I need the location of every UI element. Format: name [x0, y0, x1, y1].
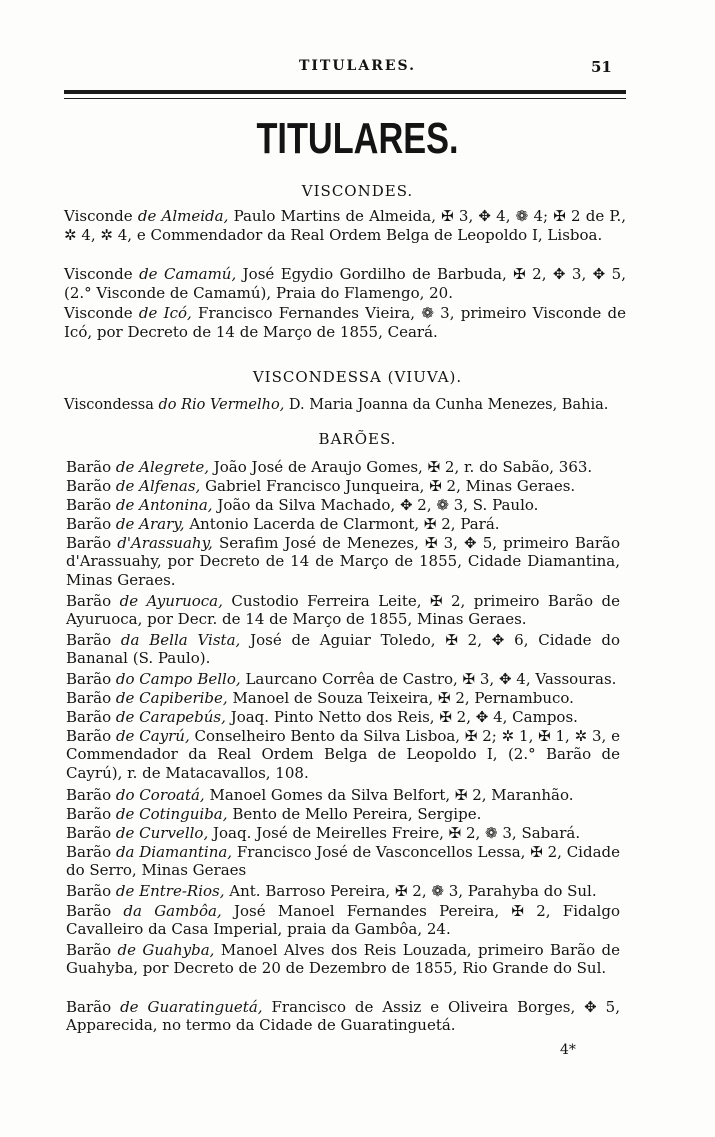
entry-text: Paulo Martins de Almeida, ✠ 3, ✥ 4, ❁ 4; ✠ 2 de P., ✲ 4, ✲ 4, e Commendador da Real Ordem Belga de Leopoldo I, Lisboa.	[64, 207, 626, 244]
entry-title: de Entre-Rios,	[115, 882, 225, 900]
entry-title: de Almeida,	[137, 207, 229, 225]
entry-rank: Barão	[66, 534, 112, 552]
entry-rank: Barão	[66, 941, 112, 959]
entry-title: de Alegrete,	[115, 458, 209, 476]
entry-rank: Barão	[66, 786, 112, 804]
entry-text: Manoel Alves dos Reis Louzada, primeiro Barão de Guahyba, por Decreto de 20 de Dezembro de 1855, Rio Grande do Sul.	[66, 941, 620, 978]
entry-text: José Manoel Fernandes Pereira, ✠ 2, Fidalgo Cavalleiro da Casa Imperial, praia da Gambôa, 24.	[66, 902, 620, 939]
entry-text: João da Silva Machado, ✥ 2, ❁ 3, S. Paulo.	[217, 496, 539, 514]
page-number: 51	[591, 58, 612, 76]
entry-rank: Visconde	[64, 265, 133, 283]
entry-barao-antonina	[66, 496, 620, 514]
entry-barao-cayru	[66, 727, 620, 782]
entry-viscondessa-rio-vermelho	[64, 396, 626, 415]
entry-barao-coroata	[66, 786, 620, 804]
entry-barao-alfenas	[66, 477, 620, 495]
entry-barao-diamantina	[66, 843, 620, 880]
entry-title: de Guaratinguetá,	[120, 998, 263, 1016]
entry-barao-cotinguiba	[66, 805, 620, 823]
entry-title: da Diamantina,	[115, 843, 233, 861]
entry-text: Bento de Mello Pereira, Sergipe.	[232, 805, 482, 823]
entry-rank: Barão	[66, 882, 112, 900]
page-title: TITULARES.	[256, 114, 459, 163]
entry-text: Gabriel Francisco Junqueira, ✠ 2, Minas Geraes.	[205, 477, 576, 495]
entry-title: de Cayrú,	[115, 727, 190, 745]
entry-rank: Barão	[66, 515, 112, 533]
entry-rank: Barão	[66, 496, 112, 514]
entry-barao-carapebus	[66, 708, 620, 726]
entry-text: José Egydio Gordilho de Barbuda, ✠ 2, ✥ 3, ✥ 5, (2.° Visconde de Camamú), Praia do Flamengo, 20.	[64, 265, 626, 302]
entry-text: Custodio Ferreira Leite, ✠ 2, primeiro Barão de Ayuruoca, por Decr. de 14 de Março de 1855, Minas Geraes.	[66, 592, 620, 629]
entry-rank: Viscondessa	[64, 397, 154, 413]
entry-title: de Carapebús,	[115, 708, 226, 726]
entry-rank: Barão	[66, 670, 112, 688]
entry-barao-entre-rios	[66, 882, 620, 900]
section-heading-baroes: BARÕES.	[318, 430, 397, 448]
header-rule-thick	[64, 90, 626, 94]
entry-rank: Barão	[66, 689, 112, 707]
entry-rank: Barão	[66, 631, 112, 649]
entry-title: do Campo Bello,	[115, 670, 241, 688]
entry-rank: Visconde	[64, 207, 133, 225]
entry-title: da Gambôa,	[123, 902, 222, 920]
entry-barao-curvello	[66, 824, 620, 842]
header-rule-thin	[64, 98, 626, 99]
entry-rank: Barão	[66, 458, 112, 476]
entry-text: Francisco Fernandes Vieira, ❁ 3, primeiro Visconde de Icó, por Decreto de 14 de Março de 1855, Ceará.	[64, 304, 627, 341]
entry-rank: Barão	[66, 477, 112, 495]
entry-text: Joaq. Pinto Netto dos Reis, ✠ 2, ✥ 4, Campos.	[230, 708, 578, 726]
entry-text: José de Aguiar Toledo, ✠ 2, ✥ 6, Cidade do Bananal (S. Paulo).	[66, 631, 620, 668]
entry-title: de Antonina,	[115, 496, 213, 514]
entry-title: de Alfenas,	[115, 477, 201, 495]
entry-barao-guahyba	[66, 941, 620, 978]
entry-rank: Barão	[66, 805, 112, 823]
entry-text: Ant. Barroso Pereira, ✠ 2, ❁ 3, Parahyba do Sul.	[229, 882, 597, 900]
entry-barao-guaratingueta	[66, 998, 620, 1035]
entry-text: Manoel Gomes da Silva Belfort, ✠ 2, Maranhão.	[209, 786, 574, 804]
entry-title: d'Arassuahy,	[117, 534, 213, 552]
entry-title: de Guahyba,	[117, 941, 215, 959]
entry-title: de Capiberibe,	[115, 689, 228, 707]
entry-text: Manoel de Souza Teixeira, ✠ 2, Pernambuco.	[232, 689, 574, 707]
entry-title: do Coroatá,	[115, 786, 205, 804]
entry-text: Francisco José de Vasconcellos Lessa, ✠ 2, Cidade do Serro, Minas Geraes	[66, 843, 620, 880]
entry-text: João José de Araujo Gomes, ✠ 2, r. do Sabão, 363.	[213, 458, 593, 476]
entry-barao-arary	[66, 515, 620, 533]
entry-visconde-camamu	[64, 265, 626, 303]
entry-barao-bella-vista	[66, 631, 620, 668]
entry-title: de Icó,	[138, 304, 192, 322]
entry-barao-campo-bello	[66, 670, 620, 688]
section-heading-viscondessa: VISCONDESSA (VIUVA).	[252, 368, 463, 386]
entry-text: D. Maria Joanna da Cunha Menezes, Bahia.	[288, 397, 609, 413]
entry-title: de Ayuruoca,	[119, 592, 223, 610]
entry-title: da Bella Vista,	[120, 631, 241, 649]
catchword: 4*	[560, 1042, 576, 1058]
entry-barao-alegrete	[66, 458, 620, 476]
entry-text: Francisco de Assiz e Oliveira Borges, ✥ 5, Apparecida, no termo da Cidade de Guaratinguetá.	[66, 998, 620, 1035]
entry-text: Serafim José de Menezes, ✠ 3, ✥ 5, primeiro Barão d'Arassuahy, por Decreto de 14 de Março de 1855, Cidade Diamantina, Minas Geraes.	[66, 534, 620, 589]
entry-rank: Barão	[66, 727, 112, 745]
entry-title: de Curvello,	[115, 824, 209, 842]
entry-title: de Cotinguiba,	[115, 805, 228, 823]
entry-barao-capiberibe	[66, 689, 620, 707]
entry-rank: Barão	[66, 998, 112, 1016]
entry-rank: Barão	[66, 902, 112, 920]
entry-rank: Barão	[66, 843, 112, 861]
entry-title: de Arary,	[115, 515, 185, 533]
entry-text: Laurcano Corrêa de Castro, ✠ 3, ✥ 4, Vassouras.	[245, 670, 617, 688]
entry-text: Joaq. José de Meirelles Freire, ✠ 2, ❁ 3, Sabará.	[213, 824, 581, 842]
entry-rank: Barão	[66, 708, 112, 726]
entry-title: de Camamú,	[139, 265, 237, 283]
entry-title: do Rio Vermelho,	[158, 397, 285, 413]
entry-rank: Visconde	[64, 304, 133, 322]
entry-rank: Barão	[66, 592, 112, 610]
entry-text: Antonio Lacerda de Clarmont, ✠ 2, Pará.	[189, 515, 500, 533]
entry-barao-gamboa	[66, 902, 620, 939]
section-heading-viscondes: VISCONDES.	[301, 182, 414, 200]
entry-visconde-almeida	[64, 207, 626, 245]
entry-visconde-ico	[64, 304, 626, 342]
entry-rank: Barão	[66, 824, 112, 842]
entry-barao-ayuruoca	[66, 592, 620, 629]
entry-barao-arassuahy	[66, 534, 620, 589]
entry-text: Conselheiro Bento da Silva Lisboa, ✠ 2; ✲ 1, ✠ 1, ✲ 3, e Commendador da Real Ordem Belga de Leopoldo I, (2.° Barão de Cayrú), r. de Matacavallos, 108.	[66, 727, 620, 782]
running-title: TITULARES.	[298, 58, 417, 74]
